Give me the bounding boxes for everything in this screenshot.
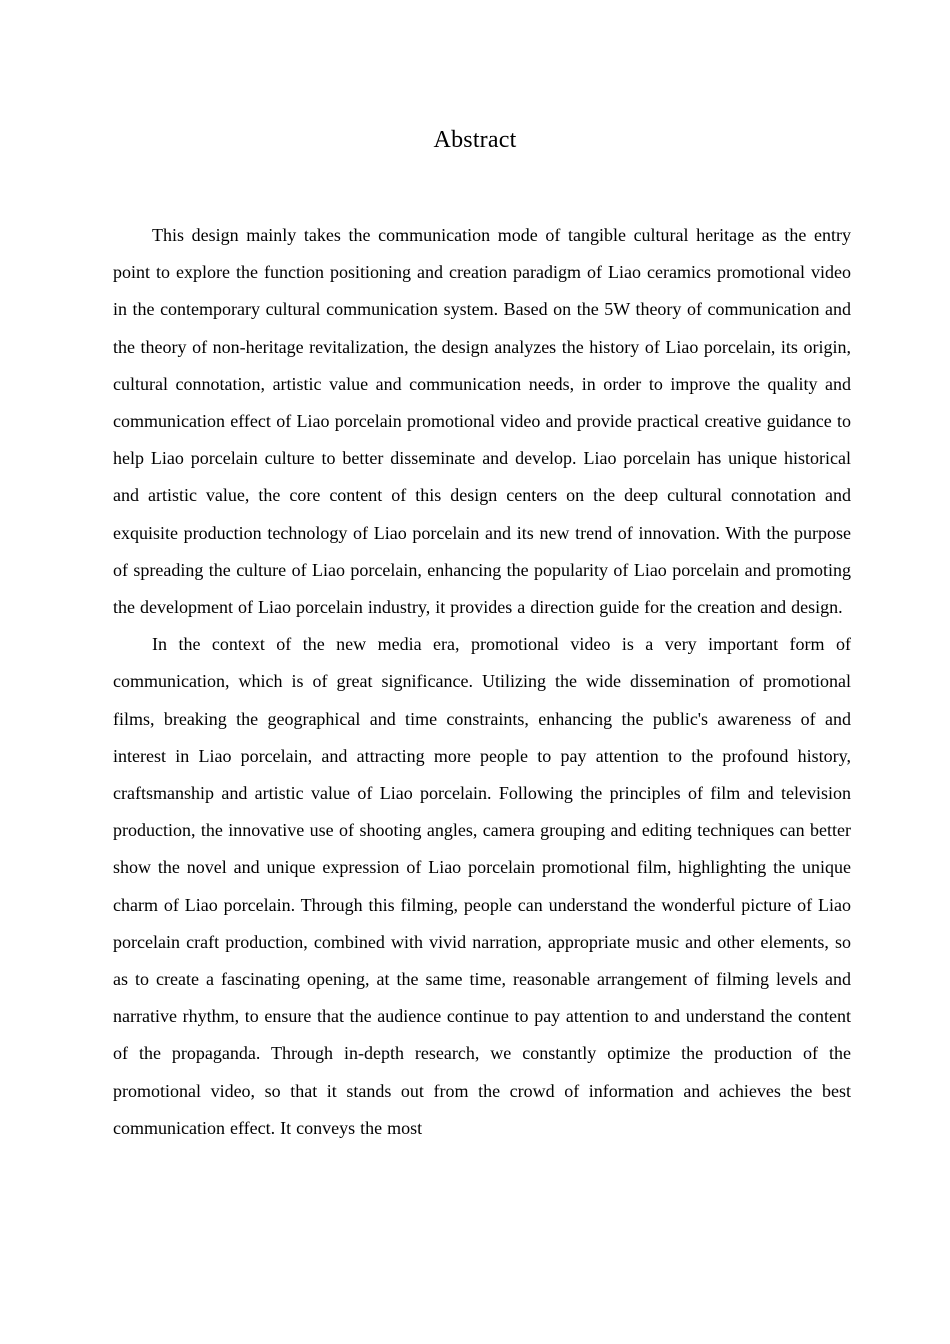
abstract-body (113, 217, 851, 1147)
abstract-paragraph-2: In the context of the new media era, promotional video is a very important form of communication, which is of great significance. Utilizing the wide dissemination of promotional films, breaking the geographical and time constraints, enhancing the public's awareness of and interest in Liao porcelain, and attracting more people to pay attention to the profound history, craftsmanship and artistic value of Liao porcelain. Following the principles of film and television production, the innovative use of shooting angles, camera grouping and editing techniques can better show the novel and unique expression of Liao porcelain promotional film, highlighting the unique charm of Liao porcelain. Through this filming, people can understand the wonderful picture of Liao porcelain craft production, combined with vivid narration, appropriate music and other elements, so as to create a fascinating opening, at the same time, reasonable arrangement of filming levels and narrative rhythm, to ensure that the audience continue to pay attention to and understand the content of the propaganda. Through in-depth research, we constantly optimize the production of the promotional video, so that it stands out from the crowd of information and achieves the best communication effect. It conveys the most (113, 634, 851, 1138)
abstract-paragraph-1: This design mainly takes the communication mode of tangible cultural heritage as the entry point to explore the function positioning and creation paradigm of Liao ceramics promotional video in the contemporary cultural communication system. Based on the 5W theory of communication and the theory of non-heritage revitalization, the design analyzes the history of Liao porcelain, its origin, cultural connotation, artistic value and communication needs, in order to improve the quality and communication effect of Liao porcelain promotional video and provide practical creative guidance to help Liao porcelain culture to better disseminate and develop. Liao porcelain has unique historical and artistic value, the core content of this design centers on the deep cultural connotation and exquisite production technology of Liao porcelain and its new trend of innovation. With the purpose of spreading the culture of Liao porcelain, enhancing the popularity of Liao porcelain and promoting the development of Liao porcelain industry, it provides a direction guide for the creation and design. (113, 225, 851, 618)
page-title: Abstract (433, 127, 517, 153)
